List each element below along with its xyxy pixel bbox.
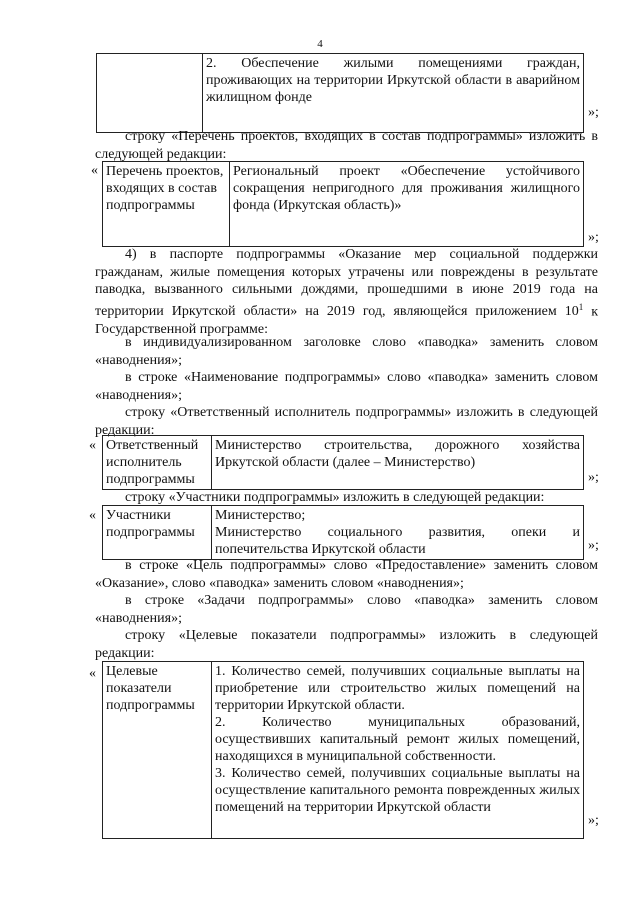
superscript: 1 bbox=[578, 301, 584, 312]
opening-quote: « bbox=[91, 163, 98, 178]
closing-quote: »; bbox=[588, 470, 599, 485]
closing-quote: »; bbox=[588, 813, 599, 828]
table-responsible bbox=[102, 435, 584, 490]
paragraph: в строке «Цель подпрограммы» слово «Предоставление» заменить словом «Оказание», слово «паводка» заменить словом «наводнения»; bbox=[95, 558, 598, 591]
paragraph: строку «Целевые показатели подпрограммы» изложить в следующей редакции: bbox=[95, 628, 598, 661]
table-top-row bbox=[96, 53, 584, 133]
paragraph: в строке «Задачи подпрограммы» слово «паводка» заменить словом «наводнения»; bbox=[95, 593, 598, 626]
table-participants bbox=[102, 505, 584, 560]
indicator-item: 1. Количество семей, получивших социальные выплаты на приобретение или строительство жилых помещений на территории Иркутской области. bbox=[215, 664, 580, 713]
paragraph-text: 4) в паспорте подпрограммы «Оказание мер социальной поддержки гражданам, жилые помещения которых утрачены или повреждены в результате паводка, вызванного сильными дождями, прошедшими в июне 2019 года на территории Иркутской области» на 2019 год, являющейся приложением 10 bbox=[95, 247, 598, 320]
table-indicators bbox=[102, 661, 584, 839]
paragraph bbox=[95, 246, 598, 338]
table-projects-value: Региональный проект «Обеспечение устойчивого сокращения непригодного для проживания жилищного фонда (Иркутская область)» bbox=[230, 162, 584, 247]
closing-quote: »; bbox=[588, 230, 599, 245]
table-participants-label: Участники подпрограммы bbox=[103, 506, 212, 560]
table-responsible-label: Ответственный исполнитель подпрограммы bbox=[103, 436, 212, 490]
indicator-item: 3. Количество семей, получивших социальные выплаты на осуществление капитального ремонта поврежденных жилых помещений на территории Иркутской области bbox=[215, 766, 580, 815]
opening-quote: « bbox=[89, 508, 96, 523]
paragraph: строку «Перечень проектов, входящих в состав подпрограммы» изложить в следующей редакции: bbox=[95, 129, 598, 162]
table-participants-value bbox=[212, 506, 584, 560]
paragraph: в строке «Наименование подпрограммы» слово «паводка» заменить словом «наводнения»; bbox=[95, 370, 598, 403]
table-indicators-value bbox=[212, 662, 584, 839]
table-projects-label: Перечень проектов, входящих в состав подпрограммы bbox=[103, 162, 230, 247]
table-indicators-label: Целевые показатели подпрограммы bbox=[103, 662, 212, 839]
table-top-label-cell bbox=[97, 54, 203, 133]
participant-line: Министерство; bbox=[215, 508, 306, 523]
indicator-item: 2. Количество муниципальных образований, осуществивших капитальный ремонт жилых помещений, находящихся в муниципальной собственности. bbox=[215, 715, 580, 764]
paragraph-text-tail: к Государственной программе: bbox=[95, 304, 598, 337]
table-responsible-value: Министерство строительства, дорожного хозяйства Иркутской области (далее – Министерство) bbox=[212, 436, 584, 490]
opening-quote: « bbox=[89, 438, 96, 453]
closing-quote: »; bbox=[588, 538, 599, 553]
participant-line: Министерство социального развития, опеки и попечительства Иркутской области bbox=[215, 525, 580, 557]
closing-quote: »; bbox=[588, 105, 599, 120]
paragraph: в индивидуализированном заголовке слово «паводка» заменить словом «наводнения»; bbox=[95, 335, 598, 368]
table-projects bbox=[102, 161, 584, 247]
opening-quote: « bbox=[89, 666, 96, 681]
paragraph: строку «Ответственный исполнитель подпрограммы» изложить в следующей редакции: bbox=[95, 405, 598, 438]
table-top-value-cell: 2. Обеспечение жилыми помещениями граждан, проживающих на территории Иркутской области в аварийном жилищном фонде bbox=[203, 54, 584, 133]
paragraph: строку «Участники подпрограммы» изложить в следующей редакции: bbox=[125, 490, 545, 505]
page-number: 4 bbox=[317, 38, 323, 50]
